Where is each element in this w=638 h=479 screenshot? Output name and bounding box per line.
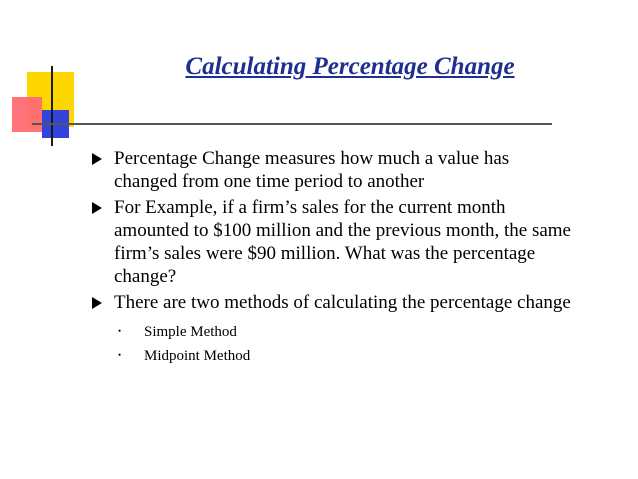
bullet-text: For Example, if a firm’s sales for the current month amounted to $100 million and the previous month, the same firm’s sales were $90 million. What was the percentage change?: [114, 197, 571, 287]
bullet-item: [92, 196, 572, 288]
bullet-item: [92, 147, 572, 193]
title-divider-line: [32, 123, 552, 125]
sub-bullet-text: Simple Method: [144, 324, 237, 340]
bullet-item: [92, 291, 572, 368]
dot-bullet-icon: •: [118, 350, 122, 360]
bullet-text: Percentage Change measures how much a value has changed from one time period to another: [114, 148, 510, 192]
bullet-list: [92, 147, 572, 371]
decorative-red-square: [12, 97, 42, 132]
sub-bullet-item: [118, 320, 572, 344]
triangle-bullet-icon: [92, 202, 102, 214]
decorative-vertical-line: [51, 66, 53, 146]
sub-bullet-text: Midpoint Method: [144, 348, 251, 364]
triangle-bullet-icon: [92, 153, 102, 165]
sub-bullet-item: [118, 344, 572, 368]
triangle-bullet-icon: [92, 297, 102, 309]
slide-title: Calculating Percentage Change: [185, 53, 515, 80]
sub-bullet-list: [114, 320, 572, 368]
dot-bullet-icon: •: [118, 326, 122, 336]
bullet-text: There are two methods of calculating the percentage change: [114, 292, 571, 313]
